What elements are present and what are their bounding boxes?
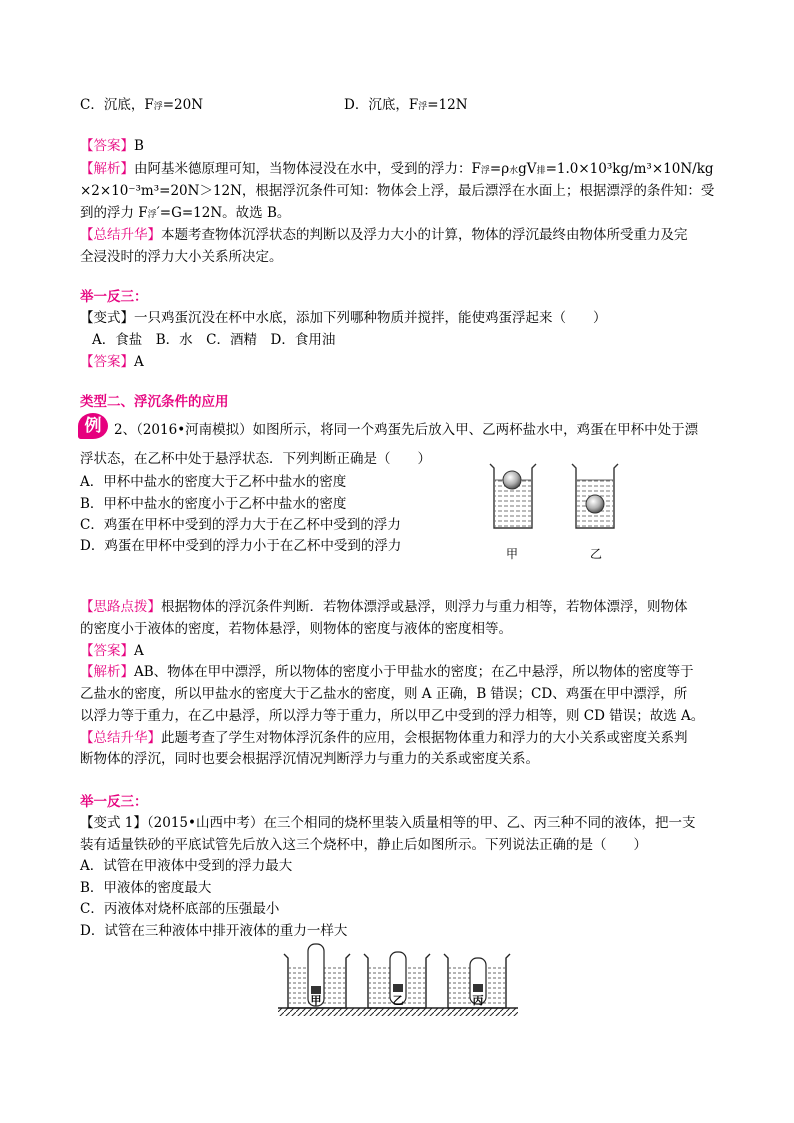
q2-option-a: A．甲杯中盐水的密度大于乙杯中盐水的密度 <box>80 474 347 490</box>
q2-hint-line-1: 【思路点拨】根据物体的浮沉条件判断．若物体漂浮或悬浮，则浮力与重力相等，若物体漂浮，则物体 <box>80 599 688 615</box>
practice2-variant-line-2: 装有适量铁砂的平底试管先后放入这三个烧杯中，静止后如图所示。下列说法正确的是（ ） <box>80 837 647 853</box>
beaker-bing <box>444 954 510 1008</box>
q1-option-d: D．沉底，F浮=12N <box>344 97 468 113</box>
figure-label-yi: 乙 <box>590 547 603 561</box>
q1-option-c: C．沉底，F浮=20N <box>80 97 204 113</box>
practice1-variant: 【变式】一只鸡蛋沉没在杯中水底，添加下列哪种物质并搅拌，能使鸡蛋浮起来（ ） <box>80 310 607 326</box>
q2-answer: 【答案】A <box>80 643 144 659</box>
practice1-answer: 【答案】A <box>80 354 144 370</box>
q1-analysis-line-1: 【解析】由阿基米德原理可知，当物体浸没在水中，受到的浮力：F浮=ρ水gV排=1.0×10³kg/m³×10N/kg <box>80 161 714 177</box>
q2-option-b: B．甲杯中盐水的密度小于乙杯中盐水的密度 <box>80 496 347 512</box>
q2-option-c: C．鸡蛋在甲杯中受到的浮力大于在乙杯中受到的浮力 <box>80 517 401 533</box>
q1-answer: 【答案】B <box>80 138 144 154</box>
egg-beakers-figure <box>480 458 630 568</box>
q1-analysis-line-3: 到的浮力 F浮′=G=12N。故选 B。 <box>80 205 291 221</box>
q2-summary-line-1: 【总结升华】此题考查了学生对物体浮沉条件的应用，会根据物体重力和浮力的大小关系或密度关系判 <box>80 730 688 746</box>
fig2-label-yi: 乙 <box>392 994 404 1007</box>
example-badge: 例 <box>78 413 108 439</box>
q1-summary-line-2: 全浸没时的浮力大小关系所决定。 <box>80 249 283 265</box>
q2-summary-line-2: 断物体的浮沉，同时也要会根据浮沉情况判断浮力与重力的关系或密度关系。 <box>80 751 539 767</box>
q2-stem-line-1: 2、（2016•河南模拟）如图所示，将同一个鸡蛋先后放入甲、乙两杯盐水中，鸡蛋在甲杯中处于漂 <box>114 422 699 438</box>
fig2-label-jia: 甲 <box>310 994 322 1007</box>
fig2-label-bing: 丙 <box>472 994 484 1007</box>
test-tube-beakers-figure <box>278 940 518 1020</box>
q2-option-d: D．鸡蛋在甲杯中受到的浮力小于在乙杯中受到的浮力 <box>80 538 402 554</box>
q2-analysis-line-3: 以浮力等于重力，在乙中悬浮，所以浮力等于重力，所以甲乙中受到的浮力相等，则 CD 错误；故选 A。 <box>80 708 705 724</box>
section-heading-type2: 类型二、浮沉条件的应用 <box>80 394 229 410</box>
practice2-option-b: B．甲液体的密度最大 <box>80 880 212 896</box>
q2-analysis-line-1: 【解析】AB、物体在甲中漂浮，所以物体的密度小于甲盐水的密度；在乙中悬浮，所以物体的密度等于 <box>80 664 694 680</box>
q2-analysis-line-2: 乙盐水的密度，所以甲盐水的密度大于乙盐水的密度，则 A 正确，B 错误；CD、鸡蛋在甲中漂浮，所 <box>80 686 688 702</box>
beaker-yi-2 <box>364 952 430 1008</box>
figure-label-jia: 甲 <box>506 547 519 561</box>
beaker-jia <box>490 464 536 528</box>
practice-heading-2: 举一反三： <box>80 794 148 810</box>
q1-summary-line-1: 【总结升华】本题考查物体沉浮状态的判断以及浮力大小的计算，物体的浮沉最终由物体所受重力及完 <box>80 227 688 243</box>
q2-hint-line-2: 的密度小于液体的密度，若物体悬浮，则物体的密度与液体的密度相等。 <box>80 621 512 637</box>
practice2-option-c: C．丙液体对烧杯底部的压强最小 <box>80 901 280 917</box>
practice2-variant-line-1: 【变式 1】（2015•山西中考）在三个相同的烧杯里装入质量相等的甲、乙、丙三种不同的液体，把一支 <box>80 815 696 831</box>
beaker-yi <box>572 464 618 528</box>
practice1-options: A．食盐 B．水 C．酒精 D．食用油 <box>92 332 336 348</box>
q1-analysis-line-2: ×2×10⁻³m³=20N＞12N，根据浮沉条件可知：物体会上浮，最后漂浮在水面上；根据漂浮的条件知：受 <box>80 183 715 199</box>
q2-stem-line-2: 浮状态，在乙杯中处于悬浮状态．下列判断正确是（ ） <box>80 451 431 467</box>
practice2-option-a: A．试管在甲液体中受到的浮力最大 <box>80 858 293 874</box>
practice2-option-d: D．试管在三种液体中排开液体的重力一样大 <box>80 923 348 939</box>
practice-heading-1: 举一反三： <box>80 289 148 305</box>
beaker-jia-2 <box>284 944 350 1008</box>
